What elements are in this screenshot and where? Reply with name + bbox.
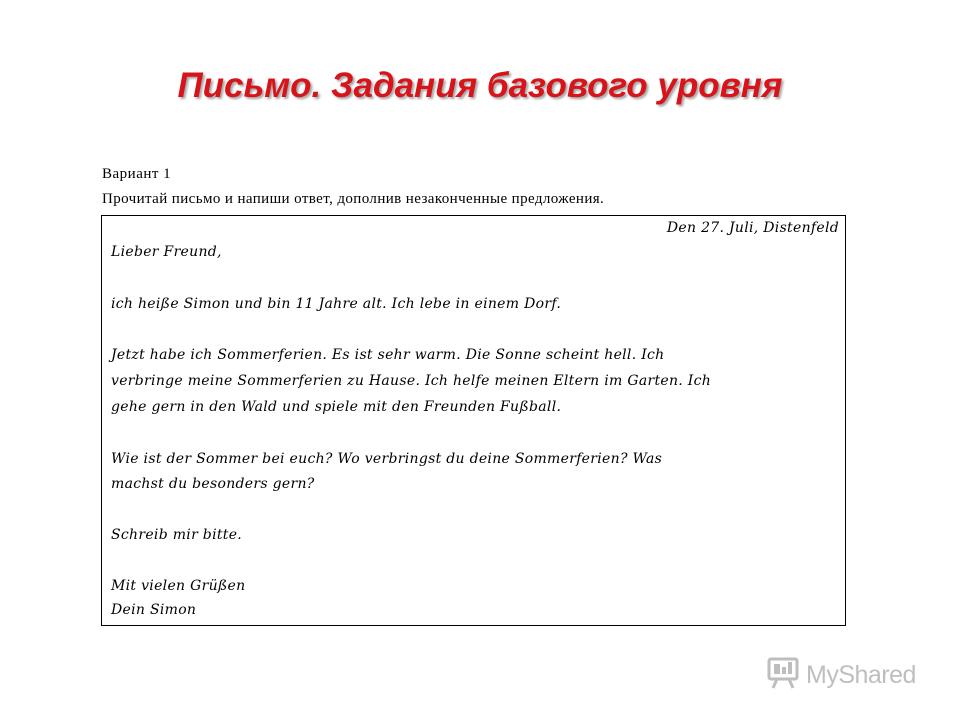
letter-line: machst du besonders gern? [111,476,315,492]
letter-line: Schreib mir bitte. [111,527,243,543]
variant-label: Вариант 1 [102,166,172,182]
letter-closing: Mit vielen Grüßen [111,578,246,594]
myshared-watermark [766,655,916,695]
letter-line: Wie ist der Sommer bei euch? Wo verbringst du deine Sommerferien? Was [111,451,663,467]
letter-line: ich heiße Simon und bin 11 Jahre alt. Ich lebe in einem Dorf. [111,296,562,312]
letter-box [101,215,846,626]
task-instruction: Прочитай письмо и напиши ответ, дополнив незаконченные предложения. [102,191,605,207]
letter-line: Jetzt habe ich Sommerferien. Es ist sehr warm. Die Sonne scheint hell. Ich [111,347,665,363]
letter-line: gehe gern in den Wald und spiele mit den Freunden Fußball. [111,399,562,415]
letter-date: Den 27. Juli, Distenfeld [666,220,839,236]
letter-line: verbringe meine Sommerferien zu Hause. Ich helfe meinen Eltern im Garten. Ich [111,373,712,389]
slide-title: Письмо. Задания базового уровня [177,66,783,105]
letter-signature: Dein Simon [111,602,197,618]
presentation-screen-icon [766,656,800,695]
watermark-text: MyShared [806,660,916,689]
letter-greeting: Lieber Freund, [111,244,222,260]
